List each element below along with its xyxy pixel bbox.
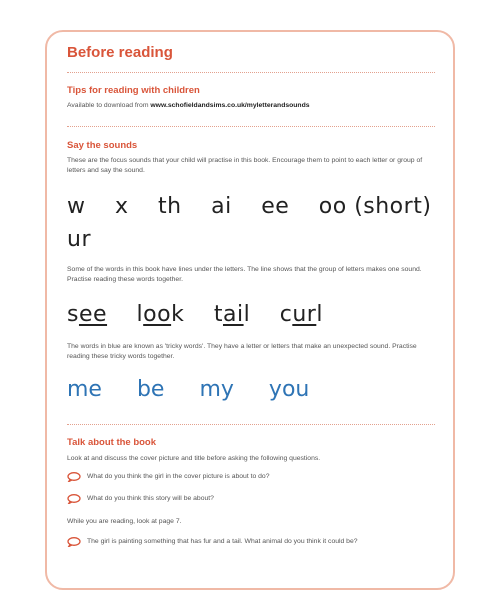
divider (67, 126, 435, 127)
talk-intro: Look at and discuss the cover picture and title before asking the following questions. (67, 455, 321, 462)
tricky-words-row (67, 377, 337, 402)
speech-bubble-icon (67, 537, 81, 547)
focus-sound: x (115, 194, 129, 219)
focus-sound: ee (261, 194, 290, 219)
before-reading-card (45, 30, 455, 590)
speech-bubble-icon (67, 494, 81, 504)
focus-sound: oo (short) (318, 194, 432, 219)
question-text: What do you think this story will be about? (87, 495, 214, 502)
focus-sounds-row-2 (67, 227, 91, 252)
focus-sound: ai (211, 194, 232, 219)
tips-url-link[interactable]: www.schofieldandsims.co.uk/myletterandsounds (150, 102, 310, 109)
speech-bubble-icon (67, 472, 81, 482)
practice-word: see (67, 302, 108, 327)
divider (67, 72, 435, 73)
tricky-word: you (268, 377, 310, 402)
tricky-note: The words in blue are known as 'tricky words'. They have a letter or letters that make an unexpected sound. Practise reading these tricky words together. (67, 343, 417, 360)
focus-sounds-row (67, 194, 431, 219)
tips-heading: Tips for reading with children (67, 85, 200, 96)
question-text: The girl is painting something that has fur and a tail. What animal do you think it could be? (87, 538, 358, 545)
sounds-intro: These are the focus sounds that your child will practise in this book. Encourage them to point to each letter or group of letters and say the sound. (67, 157, 423, 174)
underline-note: Some of the words in this book have lines under the letters. The line shows that the group of letters makes one sound. Practise reading these words together. (67, 266, 422, 283)
tricky-word: my (199, 377, 234, 402)
practice-words-row (67, 302, 345, 327)
divider (67, 424, 435, 425)
talk-heading: Talk about the book (67, 437, 157, 448)
tips-text-prefix: Available to download from (67, 102, 151, 109)
tricky-word: me (67, 377, 102, 402)
focus-sound: ur (67, 227, 91, 252)
focus-sound: w (67, 194, 86, 219)
while-reading-note: While you are reading, look at page 7. (67, 518, 182, 525)
practice-word: curl (279, 302, 323, 327)
practice-word: look (136, 302, 185, 327)
tricky-word: be (136, 377, 165, 402)
question-text: What do you think the girl in the cover picture is about to do? (87, 473, 270, 480)
practice-word: tail (213, 302, 251, 327)
focus-sound: th (158, 194, 182, 219)
tips-text (67, 101, 431, 111)
sounds-heading: Say the sounds (67, 140, 138, 151)
page-title: Before reading (67, 44, 173, 61)
